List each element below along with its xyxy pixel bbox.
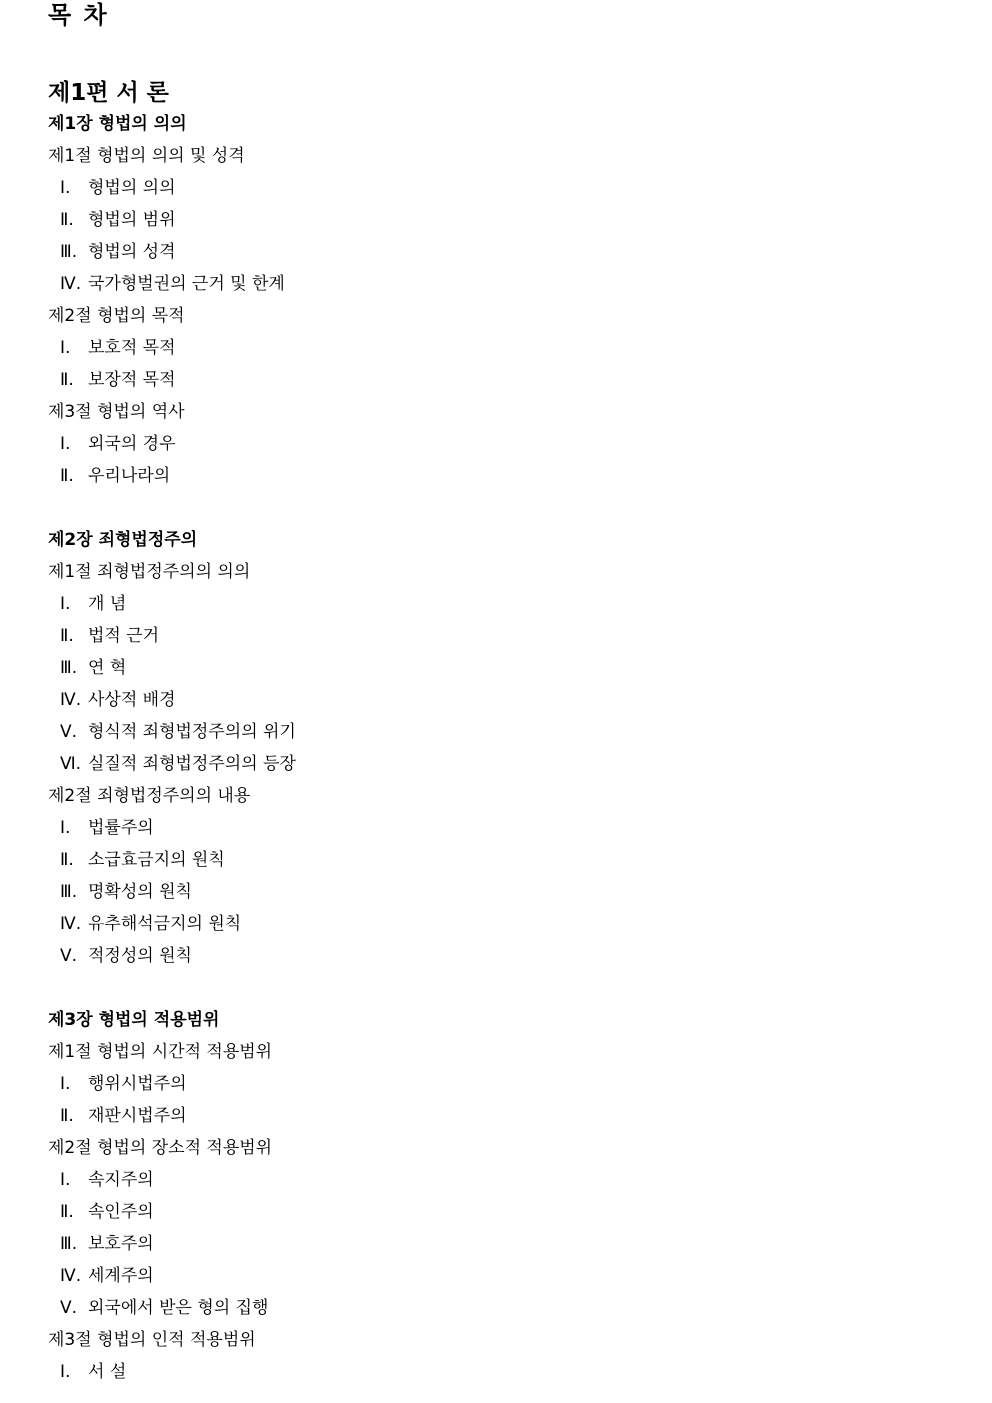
list-item	[48, 428, 968, 460]
section-title: 제2절 죄형법정주의의 내용	[48, 786, 251, 806]
item-numeral: Ⅰ.	[60, 178, 71, 198]
item-text: 사상적 배경	[88, 690, 176, 710]
list-item	[48, 748, 968, 780]
list-item	[48, 236, 968, 268]
item-text: 국가형벌권의 근거 및 한계	[88, 274, 285, 294]
list-item	[48, 844, 968, 876]
item-numeral: Ⅰ.	[60, 1362, 71, 1382]
item-text: 우리나라의	[88, 466, 171, 486]
item-numeral: Ⅳ.	[60, 274, 82, 294]
item-numeral: Ⅰ.	[60, 338, 71, 358]
list-item	[48, 1260, 968, 1292]
item-numeral: Ⅱ.	[60, 626, 74, 646]
item-text: 속지주의	[88, 1170, 154, 1190]
list-item	[48, 1356, 968, 1388]
list-item	[48, 172, 968, 204]
list-item	[48, 588, 968, 620]
list-item	[48, 268, 968, 300]
list-item	[48, 716, 968, 748]
part-title: 제1편 서 론	[48, 80, 169, 106]
list-item	[48, 364, 968, 396]
item-numeral: Ⅱ.	[60, 850, 74, 870]
item-numeral: Ⅴ.	[60, 722, 78, 742]
item-text: 보장적 목적	[88, 370, 176, 390]
section-title: 제1절 형법의 의의 및 성격	[48, 146, 245, 166]
item-numeral: Ⅲ.	[60, 882, 78, 902]
list-item	[48, 1196, 968, 1228]
item-numeral: Ⅵ.	[60, 754, 82, 774]
item-numeral: Ⅴ.	[60, 1298, 78, 1318]
section-title: 제1절 형법의 시간적 적용범위	[48, 1042, 273, 1062]
item-text: 행위시법주의	[88, 1074, 187, 1094]
list-item	[48, 1068, 968, 1100]
item-text: 형식적 죄형법정주의의 위기	[88, 722, 296, 742]
list-item	[48, 812, 968, 844]
item-numeral: Ⅲ.	[60, 1234, 78, 1254]
table-of-contents	[48, 0, 968, 1388]
list-item	[48, 1100, 968, 1132]
item-text: 개 념	[88, 594, 127, 614]
chapter-title: 제1장 형법의 의의	[48, 114, 187, 134]
chapter-title: 제2장 죄형법정주의	[48, 530, 198, 550]
item-text: 형법의 성격	[88, 242, 176, 262]
list-item	[48, 940, 968, 972]
item-text: 법적 근거	[88, 626, 160, 646]
list-item	[48, 652, 968, 684]
list-item	[48, 620, 968, 652]
item-text: 재판시법주의	[88, 1106, 187, 1126]
list-item	[48, 908, 968, 940]
item-text: 명확성의 원칙	[88, 882, 192, 902]
item-text: 보호적 목적	[88, 338, 176, 358]
item-text: 유추해석금지의 원칙	[88, 914, 242, 934]
item-text: 소급효금지의 원칙	[88, 850, 225, 870]
chapter-group	[48, 524, 968, 972]
chapter-group	[48, 108, 968, 492]
item-numeral: Ⅰ.	[60, 434, 71, 454]
list-item	[48, 332, 968, 364]
item-numeral: Ⅱ.	[60, 1106, 74, 1126]
list-item	[48, 1292, 968, 1324]
section-title: 제3절 형법의 역사	[48, 402, 185, 422]
list-item	[48, 1164, 968, 1196]
section-title: 제1절 죄형법정주의의 의의	[48, 562, 251, 582]
item-text: 법률주의	[88, 818, 154, 838]
item-numeral: Ⅰ.	[60, 594, 71, 614]
item-text: 형법의 의의	[88, 178, 176, 198]
item-numeral: Ⅲ.	[60, 242, 78, 262]
chapter-title: 제3장 형법의 적용범위	[48, 1010, 220, 1030]
section-title: 제2절 형법의 장소적 적용범위	[48, 1138, 273, 1158]
item-numeral: Ⅱ.	[60, 466, 74, 486]
item-text: 외국의 경우	[88, 434, 176, 454]
item-numeral: Ⅰ.	[60, 1170, 71, 1190]
item-numeral: Ⅳ.	[60, 914, 82, 934]
item-numeral: Ⅲ.	[60, 658, 78, 678]
chapter-group	[48, 1004, 968, 1388]
item-numeral: Ⅴ.	[60, 946, 78, 966]
section-title: 제3절 형법의 인적 적용범위	[48, 1330, 256, 1350]
item-text: 보호주의	[88, 1234, 154, 1254]
list-item	[48, 876, 968, 908]
section-title: 제2절 형법의 목적	[48, 306, 185, 326]
item-numeral: Ⅱ.	[60, 1202, 74, 1222]
item-text: 외국에서 받은 형의 집행	[88, 1298, 269, 1318]
item-text: 서 설	[88, 1362, 127, 1382]
item-numeral: Ⅳ.	[60, 1266, 82, 1286]
item-numeral: Ⅳ.	[60, 690, 82, 710]
list-item	[48, 204, 968, 236]
item-numeral: Ⅰ.	[60, 818, 71, 838]
item-numeral: Ⅱ.	[60, 210, 74, 230]
list-item	[48, 1228, 968, 1260]
toc-title: 목 차	[48, 1, 109, 29]
item-text: 실질적 죄형법정주의의 등장	[88, 754, 296, 774]
chapter-list	[48, 108, 968, 1388]
item-text: 세계주의	[88, 1266, 154, 1286]
item-text: 속인주의	[88, 1202, 154, 1222]
item-text: 연 혁	[88, 658, 127, 678]
item-text: 적정성의 원칙	[88, 946, 192, 966]
item-text: 형법의 범위	[88, 210, 176, 230]
list-item	[48, 684, 968, 716]
list-item	[48, 460, 968, 492]
item-numeral: Ⅰ.	[60, 1074, 71, 1094]
item-numeral: Ⅱ.	[60, 370, 74, 390]
